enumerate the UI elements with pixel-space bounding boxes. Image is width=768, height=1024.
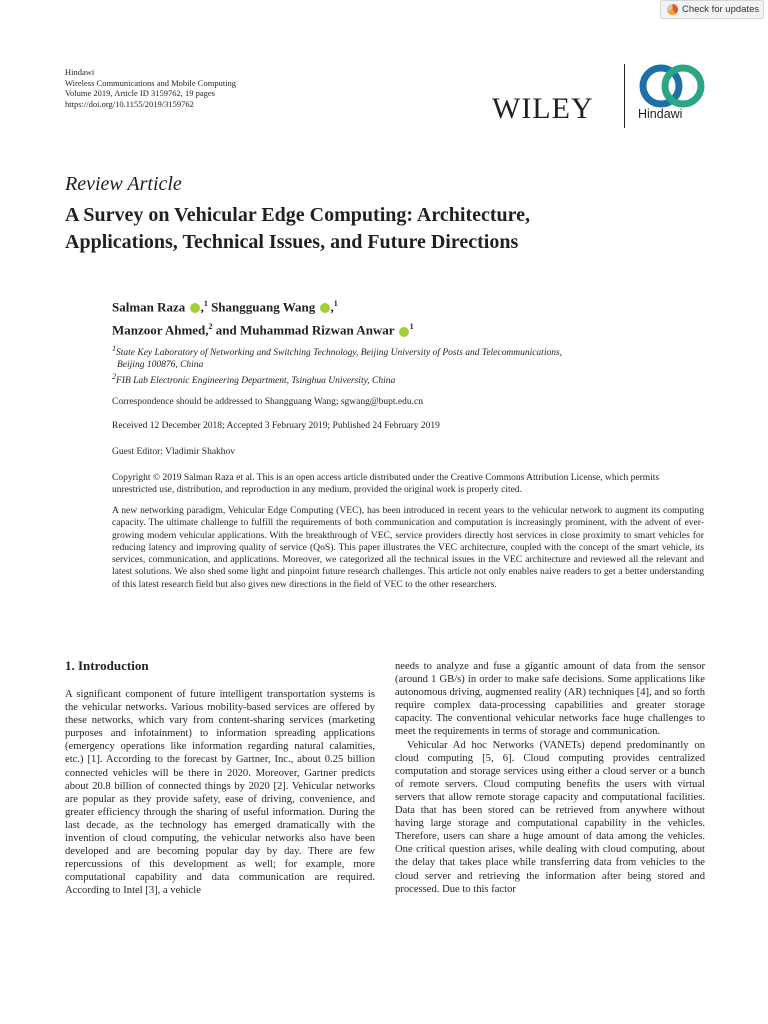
- orcid-icon[interactable]: [399, 327, 409, 337]
- affiliations: [112, 343, 672, 387]
- affiliation-mark: 2: [208, 322, 213, 332]
- correspondence: Correspondence should be addressed to Shangguang Wang; sgwang@bupt.edu.cn: [112, 397, 423, 407]
- affiliation-text: State Key Laboratory of Networking and Switching Technology, Beijing University of Posts and Telecommunications,: [116, 348, 563, 359]
- author-conjunction: and: [212, 322, 241, 338]
- author-name: Manzoor Ahmed,: [112, 322, 209, 338]
- check-for-updates-label: Check for updates: [682, 4, 760, 15]
- affiliation-text: Beijing 100876, China: [117, 360, 204, 371]
- author-name: Shangguang Wang: [211, 299, 316, 315]
- paragraph: A significant component of future intelligent transportation systems is the vehicular networks. Various mobility-based services are offered by these networks, which vary from content-sharing services (marketing purposes and infotainment) to information spreading applications (emergency operations like information regarding natural calamities, etc.) [1]. According to the forecast by Gartner, Inc., about 0.25 billion connected vehicles will be there in 2020. Moreover, Gartner predicts about 20.8 billion of connected things by 2020 [2]. Vehicular networks are popular as they provide safety, ease of driving, convenience, and greater efficiency through the sharing of useful information. During the last decade, as the technology has emerged dramatically with the invention of cloud computing, the vehicular networks also have been developed and are becoming popular day by day. There are few repercussions of this development as well; for example, more computational capability and data communication are required. According to Intel [3], a vehicle: [65, 689, 375, 897]
- paragraph: Vehicular Ad hoc Networks (VANETs) depend predominantly on cloud computing [5, 6]. Cloud computing provides centralized computation and storage services using either a cloud server or a bunch of remote servers. Cloud computing benefits the users with virtual servers that allow remote storage capacity and computational facilities. Data that has been stored can be retrieved from anywhere without having large storage and computational capability in the vehicles. Therefore, users can share a huge amount of data among the vehicles. One critical question arises, while dealing with cloud computing, about the delay that takes place while transferring data from vehicles to the cloud server and retrieving the information after being stored and processed. Due to this factor: [395, 739, 705, 895]
- orcid-icon[interactable]: [320, 303, 330, 313]
- wiley-logo: WILEY: [492, 92, 594, 125]
- copyright-notice: Copyright © 2019 Salman Raza et al. This is an open access article distributed under the Creative Commons Attribution License, which permits unrestricted use, distribution, and reproduction in any medium, provided the original work is properly cited.: [112, 473, 660, 495]
- author-list: Salman Raza ,$^1$ Shangguang Wang ,$^1$ Manzoor Ahmed,$^2$ and Muhammad Rizwan Anwar $^1$: [112, 299, 414, 338]
- doi-link[interactable]: https://doi.org/10.1155/2019/3159762: [65, 98, 194, 109]
- affiliation-mark: 2: [112, 372, 116, 382]
- affiliation-mark: 1: [112, 344, 116, 353]
- affiliation-mark: 1: [409, 322, 414, 332]
- orcid-icon[interactable]: [190, 303, 200, 313]
- check-for-updates-button[interactable]: [660, 0, 764, 19]
- affiliation-mark: 1: [203, 299, 208, 308]
- author-name: Muhammad Rizwan Anwar: [240, 322, 395, 338]
- article-type: Review Article: [65, 173, 182, 195]
- logo-divider: [624, 64, 625, 128]
- crossmark-icon: [667, 4, 678, 15]
- affiliation-text: FIB Lab Electronic Engineering Department, Tsinghua University, China: [116, 376, 396, 387]
- journal-name: Wireless Communications and Mobile Computing: [65, 77, 237, 88]
- volume-info: Volume 2019, Article ID 3159762, 19 pages: [65, 88, 215, 98]
- affiliation-mark: 1: [333, 299, 338, 308]
- guest-editor: Guest Editor: Vladimir Shakhov: [112, 447, 236, 457]
- publication-dates: Received 12 December 2018; Accepted 3 February 2019; Published 24 February 2019: [112, 421, 440, 431]
- publisher-name: Hindawi: [65, 67, 95, 77]
- body-column-left: [65, 688, 375, 898]
- abstract: A new networking paradigm, Vehicular Edge Computing (VEC), has been introduced in recent years to the vehicular network to augment its computing capacity. The ultimate challenge to fulfill the requirements of both communication and computation is increasingly prominent, with the advent of ever-growing modern vehicular applications. With the breakthrough of VEC, service providers directly host services in close proximity to smart vehicles for reducing latency and improving quality of service (QoS). This paper illustrates the VEC architecture, coupled with the concept of the smart vehicle, its services, communication, and applications. Moreover, we categorized all the technical issues in the VEC architecture and reviewed all the relevant and latest solutions. We also shed some light and pinpoint future research challenges. This article not only enables naive readers to get a better understanding of this latest research field but also gives new directions in the field of VEC to the other researchers.: [112, 505, 704, 590]
- body-column-right: [395, 660, 705, 896]
- hindawi-rings-icon: [637, 63, 707, 109]
- paper-title: A Survey on Vehicular Edge Computing: Architecture, Applications, Technical Issues, and Future Directions: [65, 204, 531, 253]
- author-name: Salman Raza: [112, 299, 186, 315]
- hindawi-logo-text: Hindawi: [638, 107, 683, 121]
- section-heading: 1. Introduction: [65, 658, 149, 673]
- paragraph: needs to analyze and fuse a gigantic amount of data from the sensor (around 1 GB/s) in order to make safe decisions. Some applications like autonomous driving, augmented reality (AR) techniques [4], and so forth require complex data-processing capabilities and greater storage capacity. The conventional vehicular networks face huge challenges to meet the requirements in terms of storage and communication.: [395, 661, 705, 738]
- journal-meta: [65, 67, 236, 109]
